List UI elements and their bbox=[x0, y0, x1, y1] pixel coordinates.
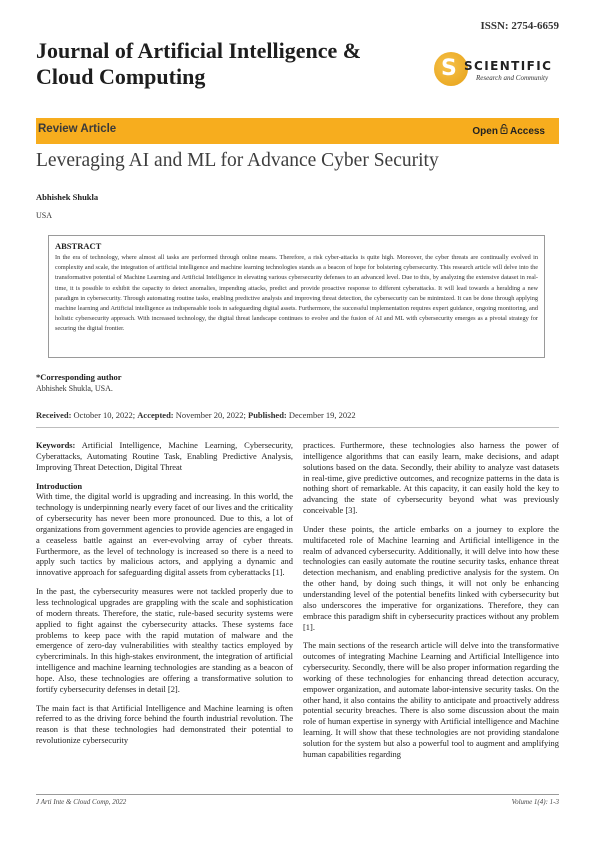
corresponding-author-label: *Corresponding author bbox=[36, 372, 122, 382]
published-date: December 19, 2022 bbox=[288, 410, 356, 420]
corresponding-author-text: Abhishek Shukla, USA. bbox=[36, 384, 113, 393]
logo-s-icon: S bbox=[434, 52, 468, 86]
publisher-logo bbox=[434, 50, 564, 92]
body-paragraph: In the past, the cybersecurity measures were not tackled properly due to less technological upgrades are grappling with the scale and sophistication of modern threats. Therefore, the static, rule-based security systems were applied to fight against the cybersecurity attacks. These systems face problems to keep pace with the rapid mutation of malware and the emergence of zero-day vulnerabilities with stealthy tactics employed by cybercriminals. In this high-stakes environment, the integration of artificial intelligence and machine learning technologies are standing as a beacon of hope. Also, these technologies are offering a transformative solution to fortify cybersecurity defenses in detail [2]. bbox=[36, 586, 293, 694]
author-affiliation: USA bbox=[36, 211, 53, 220]
accepted-date: November 20, 2022; bbox=[175, 410, 246, 420]
body-column-left bbox=[36, 440, 293, 795]
article-type-label: Review Article bbox=[38, 123, 117, 135]
accepted-label: Accepted: bbox=[137, 410, 174, 420]
abstract-box bbox=[48, 235, 545, 358]
keywords bbox=[36, 440, 293, 473]
logo-name: SCIENTIFIC bbox=[464, 59, 553, 73]
article-title: Leveraging AI and ML for Advance Cyber Security bbox=[36, 150, 439, 171]
open-access-badge: Open Access bbox=[472, 126, 545, 137]
keywords-label: Keywords: bbox=[36, 440, 76, 450]
introduction-heading: Introduction bbox=[36, 480, 83, 491]
footer-citation: J Arti Inte & Cloud Comp, 2022 bbox=[36, 798, 127, 806]
footer-divider bbox=[36, 794, 559, 795]
section-divider bbox=[36, 427, 559, 428]
logo-tagline: Research and Community bbox=[476, 74, 549, 82]
footer-volume: Volume 1(4): 1-3 bbox=[511, 798, 559, 806]
keywords-text: Artificial Intelligence, Machine Learning, Cybersecurity, Cyberattacks, Automating Routine Task, Enabling Predictive Analysis, Improving Threat Detection, Digital Threat bbox=[36, 440, 293, 472]
published-label: Published: bbox=[248, 410, 287, 420]
abstract-text: In the era of technology, where almost all tasks are performed through online means. Therefore, a risk cyber-attacks is quite high. Moreover, the cyber threats are continually evolved in complexity and scale, the integration of artificial intelligence and machine learning technologies stands as a beacon of hope for bolstering cybersecurity. This research article will delve into the transformative potential of Machine Learning and Artificial Intelligence in elevating various cybersecurity defenses to an advanced level. Due to this, by analyzing the extensive dataset in real-time, it is possible to exhibit the capacity to detect anomalies, impending attacks, predict and provide proactive response to different cyberattacks. It will lead towards a heralding a new paradigm in cybersecurity. Through automating routine tasks, enabling predictive analysis and improving threat detection, the cybersecurity can be minimized. It can be done through applying machine learning and Artificial intelligence as indispensable tools in safeguarding digital assets. Furthermore, the successful implementation requires expert guidance, ongoing monitoring, and holistic cybersecurity approach. With increased technology, the digital threat landscape continues to evolve and the fusion of AI and ML with cybersecurity emerges as a pivotal strategy for securing the digital frontier. bbox=[55, 254, 538, 333]
received-date: October 10, 2022; bbox=[73, 410, 136, 420]
body-paragraph: Under these points, the article embarks on a journey to explore the multifaceted role of Machine learning and Artificial intelligence in the realm of advanced cybersecurity. Additionally, it will delve into how these technologies can easily automate the routine security tasks, enhance threat detection mechanism, and enabling predictive analysis for the system. On the other hand, by doing such things, it will not only be enhancing understanding level of the potential benefits linked with cybersecurity but also underscores the imperative for organizations. Therefore, they can embrace this paradigm shift in cybersecurity practices without any problem [1]. bbox=[303, 523, 559, 632]
publication-dates bbox=[36, 410, 356, 420]
body-paragraph: The main fact is that Artificial Intelligence and Machine learning is often referred to as the driving force behind the fourth industrial revolution. The reason is that these technologies had demonstrated their potential to revolutionize cybersecurity bbox=[36, 702, 293, 746]
received-label: Received: bbox=[36, 410, 72, 420]
open-lock-icon bbox=[500, 124, 508, 137]
body-paragraph: The main sections of the research article will delve into the transformative outcomes of integrating Machine Learning and Artificial Intelligence into cybersecurity. Secondly, there will be also proper information regarding the working of these technologies for enhancing thread detection accuracy, empower organization, and automate labor-intensive security tasks. On the other hand, it also contains the ability to anticipate and proactively address potential security breaches. There is also some discussion about the main role of human expertise in synergy with Artificial intelligence and Machine learning. It will show that these technologies are not providing standalone solution for the system but also a powerful tool to augment and amplifying human capabilities regarding bbox=[303, 640, 559, 759]
issn-number: ISSN: 2754-6659 bbox=[480, 20, 559, 32]
body-column-right bbox=[303, 440, 559, 795]
article-type-band bbox=[36, 118, 559, 144]
abstract-heading: ABSTRACT bbox=[55, 241, 102, 251]
body-paragraph: With time, the digital world is upgrading and increasing. In this world, the technology is underpinning nearly every facet of our lives and the criticality of cybersecurity has never been more pronounced. Due to this, a lot of organizations from government agencies to provide agencies are engaged in a ceaseless battle against an ever-evolving array of cyber threats. Furthermore, as the level of technology is increased so there is a need to apply such tactics by malicious actors, and applying a dynamic and innovative approach for safeguarding digital assets from cyberattacks [1]. bbox=[36, 491, 293, 578]
author-name: Abhishek Shukla bbox=[36, 192, 99, 202]
body-paragraph: practices. Furthermore, these technologies also harness the power of intelligence algorithms that can easily learn, make decisions, and adapt solutions based on the data. Secondly, their ability to analyze vast datasets in real-time, give predictive outcomes, and recognize patterns in the data is nothing short of remarkable. At this capacity, it can easily hold the key to advancing the state of cybersecurity beyond what was previously conceivable [3]. bbox=[303, 440, 559, 516]
journal-title: Journal of Artificial Intelligence & Cloud Computing bbox=[36, 38, 362, 89]
